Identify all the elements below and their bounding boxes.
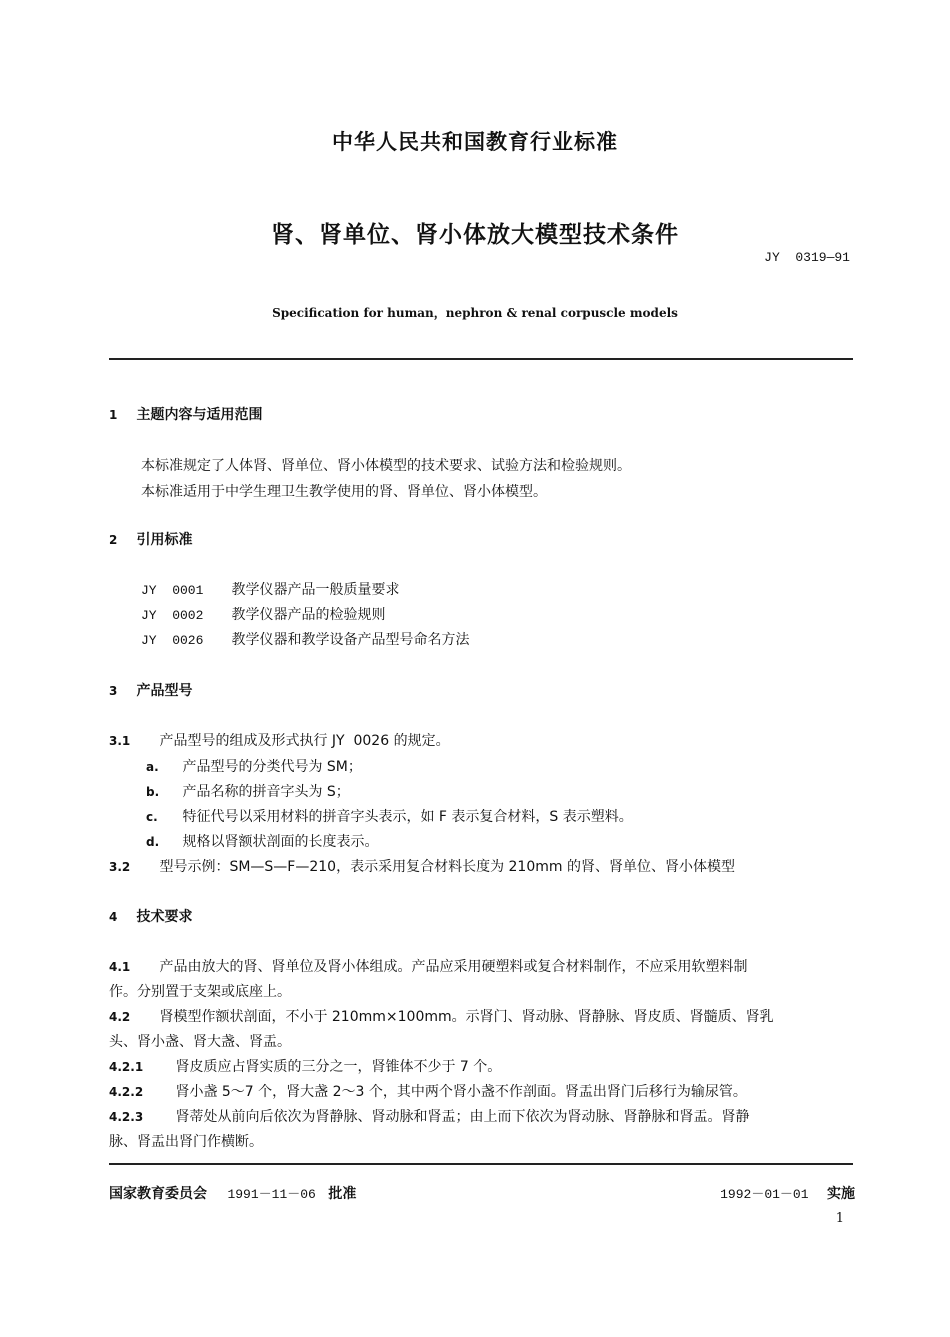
section-2-heading bbox=[109, 529, 192, 549]
clause-number: 4.2 bbox=[109, 1010, 131, 1024]
section-number: 3 bbox=[109, 684, 118, 698]
item-text: 特征代号以采用材料的拼音字头表示，如 F 表示复合材料，S 表示塑料。 bbox=[182, 809, 633, 825]
implementation-date: 1992－01－01 bbox=[720, 1187, 809, 1202]
clause-3-1 bbox=[109, 730, 450, 750]
clause-4-2-3 bbox=[109, 1106, 749, 1126]
clause-number: 3.2 bbox=[109, 860, 131, 874]
section-4-heading bbox=[109, 906, 192, 926]
clause-text: 产品型号的组成及形式执行 JY 0026 的规定。 bbox=[159, 733, 450, 749]
section-number: 1 bbox=[109, 408, 118, 422]
english-title: Specification for human，nephron & renal corpuscle models bbox=[272, 306, 678, 320]
clause-text: 型号示例：SM—S—F—210，表示采用复合材料长度为 210mm 的肾、肾单位、肾小体模型 bbox=[159, 859, 735, 875]
issuer: 国家教育委员会 bbox=[109, 1186, 207, 1202]
clause-3-2 bbox=[109, 856, 735, 876]
approve-label: 批准 bbox=[328, 1186, 357, 1202]
org-title: 中华人民共和国教育行业标准 bbox=[332, 130, 618, 154]
clause-text: 肾皮质应占肾实质的三分之一，肾锥体不少于 7 个。 bbox=[175, 1059, 502, 1075]
reference-item bbox=[141, 629, 469, 654]
clause-4-2 bbox=[109, 1006, 774, 1026]
reference-list bbox=[141, 579, 469, 654]
clause-number: 4.2.3 bbox=[109, 1110, 144, 1124]
standard-code: JY 0319—91 bbox=[764, 250, 850, 265]
reference-name: 教学仪器和教学设备产品型号命名方法 bbox=[231, 632, 470, 648]
clause-number: 3.1 bbox=[109, 734, 131, 748]
clause-4-1 bbox=[109, 956, 747, 976]
clause-text-continued: 头、肾小盏、肾大盏、肾盂。 bbox=[109, 1034, 291, 1050]
clause-number: 4.1 bbox=[109, 960, 131, 974]
clause-4-2-1 bbox=[109, 1056, 501, 1076]
section-number: 4 bbox=[109, 910, 118, 924]
item-label: c. bbox=[146, 810, 158, 824]
clause-text: 肾小盏 5～7 个，肾大盏 2～3 个，其中两个肾小盏不作剖面。肾盂出肾门后移行为输尿管。 bbox=[175, 1084, 747, 1100]
reference-item bbox=[141, 604, 469, 629]
reference-item bbox=[141, 579, 469, 604]
approve-date: 1991－11－06 bbox=[227, 1187, 316, 1202]
doc-title: 肾、肾单位、肾小体放大模型技术条件 bbox=[271, 222, 679, 248]
item-label: b. bbox=[146, 785, 160, 799]
list-item bbox=[146, 756, 633, 781]
item-text: 产品名称的拼音字头为 S； bbox=[182, 784, 350, 800]
section-title: 技术要求 bbox=[136, 909, 193, 925]
list-item bbox=[146, 831, 633, 856]
section-title: 产品型号 bbox=[136, 683, 193, 699]
item-label: d. bbox=[146, 835, 160, 849]
approval-line bbox=[109, 1183, 356, 1203]
clause-text: 肾模型作额状剖面，不小于 210mm×100mm。示肾门、肾动脉、肾静脉、肾皮质、肾髓质、肾乳 bbox=[159, 1009, 774, 1025]
clause-text: 肾蒂处从前向后依次为肾静脉、肾动脉和肾盂；由上而下依次为肾动脉、肾静脉和肾盂。肾静 bbox=[175, 1109, 750, 1125]
clause-text-continued: 脉、肾盂出肾门作横断。 bbox=[109, 1134, 263, 1150]
reference-code: JY 0026 bbox=[141, 633, 204, 648]
section-title: 主题内容与适用范围 bbox=[136, 407, 263, 423]
reference-name: 教学仪器产品一般质量要求 bbox=[231, 582, 400, 598]
clause-text-continued: 作。分别置于支架或底座上。 bbox=[109, 984, 291, 1000]
paragraph: 本标准规定了人体肾、肾单位、肾小体模型的技术要求、试验方法和检验规则。 bbox=[141, 458, 631, 474]
section-number: 2 bbox=[109, 533, 118, 547]
reference-code: JY 0001 bbox=[141, 583, 204, 598]
item-label: a. bbox=[146, 760, 159, 774]
header-divider bbox=[109, 358, 853, 360]
clause-number: 4.2.1 bbox=[109, 1060, 144, 1074]
section-1-heading bbox=[109, 404, 262, 424]
list-item bbox=[146, 806, 633, 831]
implementation-line bbox=[720, 1183, 855, 1203]
clause-number: 4.2.2 bbox=[109, 1085, 144, 1099]
footer-divider bbox=[109, 1163, 853, 1165]
section-title: 引用标准 bbox=[136, 532, 193, 548]
reference-code: JY 0002 bbox=[141, 608, 204, 623]
page-number: 1 bbox=[835, 1211, 844, 1226]
item-text: 规格以肾额状剖面的长度表示。 bbox=[182, 834, 379, 850]
paragraph: 本标准适用于中学生理卫生教学使用的肾、肾单位、肾小体模型。 bbox=[141, 484, 547, 500]
clause-4-2-2 bbox=[109, 1081, 747, 1101]
clause-3-1-items bbox=[146, 756, 633, 856]
item-text: 产品型号的分类代号为 SM； bbox=[182, 759, 362, 775]
section-3-heading bbox=[109, 680, 192, 700]
reference-name: 教学仪器产品的检验规则 bbox=[231, 607, 386, 623]
list-item bbox=[146, 781, 633, 806]
clause-text: 产品由放大的肾、肾单位及肾小体组成。产品应采用硬塑料或复合材料制作，不应采用软塑料制 bbox=[159, 959, 748, 975]
implementation-label: 实施 bbox=[827, 1186, 855, 1202]
